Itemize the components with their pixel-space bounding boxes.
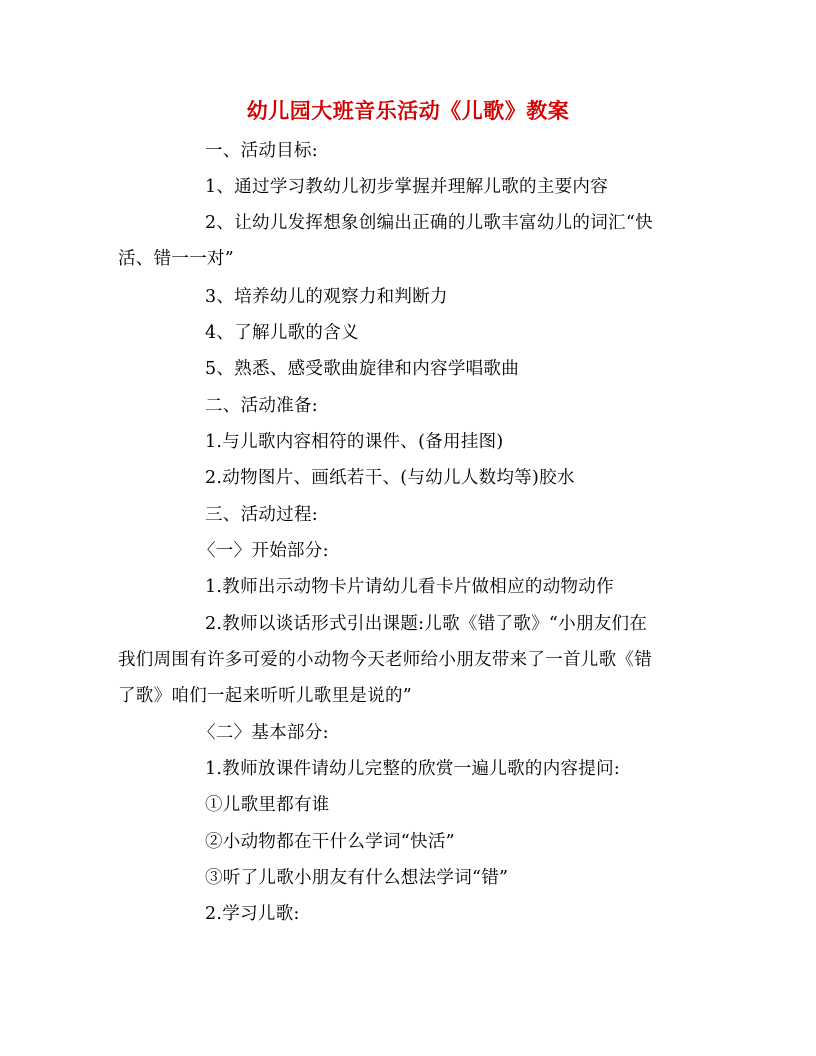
- basic-item-1: 1.教师放课件请幼儿完整的欣赏一遍儿歌的内容提问:: [205, 759, 621, 779]
- section-heading-preparation: 二、活动准备:: [205, 396, 318, 416]
- goal-item-2-continued: 活、错一一对”: [118, 249, 235, 269]
- basic-item-2: 2.学习儿歌:: [205, 904, 300, 924]
- subsection-heading-basic: 〈二〉基本部分:: [198, 723, 329, 743]
- goal-item-5: 5、熟悉、感受歌曲旋律和内容学唱歌曲: [205, 359, 520, 379]
- page-title: 幼儿园大班音乐活动《儿歌》教案: [246, 98, 570, 123]
- goal-item-3: 3、培养幼儿的观察力和判断力: [205, 287, 448, 307]
- section-heading-goals: 一、活动目标:: [205, 141, 318, 161]
- preparation-item-2: 2.动物图片、画纸若干、(与幼儿人数均等)胶水: [205, 468, 575, 488]
- goal-item-1: 1、通过学习教幼儿初步掌握并理解儿歌的主要内容: [205, 177, 609, 197]
- subsection-heading-opening: 〈一〉开始部分:: [198, 541, 329, 561]
- question-item-2: ②小动物都在干什么学词“快活”: [205, 832, 455, 852]
- question-item-1: ①儿歌里都有谁: [205, 795, 330, 815]
- opening-item-2-continued-1: 我们周围有许多可爱的小动物今天老师给小朋友带来了一首儿歌《错: [118, 650, 652, 670]
- goal-item-4: 4、了解儿歌的含义: [205, 323, 359, 343]
- opening-item-2-continued-2: 了歌》咱们一起来听听儿歌里是说的”: [118, 686, 413, 706]
- preparation-item-1: 1.与儿歌内容相符的课件、(备用挂图): [205, 432, 504, 452]
- section-heading-process: 三、活动过程:: [205, 505, 318, 525]
- goal-item-2: 2、让幼儿发挥想象创编出正确的儿歌丰富幼儿的词汇“快: [205, 213, 653, 233]
- opening-item-2: 2.教师以谈话形式引出课题:儿歌《错了歌》“小朋友们在: [205, 614, 648, 634]
- opening-item-1: 1.教师出示动物卡片请幼儿看卡片做相应的动物动作: [205, 577, 614, 597]
- question-item-3: ③听了儿歌小朋友有什么想法学词“错”: [205, 868, 509, 888]
